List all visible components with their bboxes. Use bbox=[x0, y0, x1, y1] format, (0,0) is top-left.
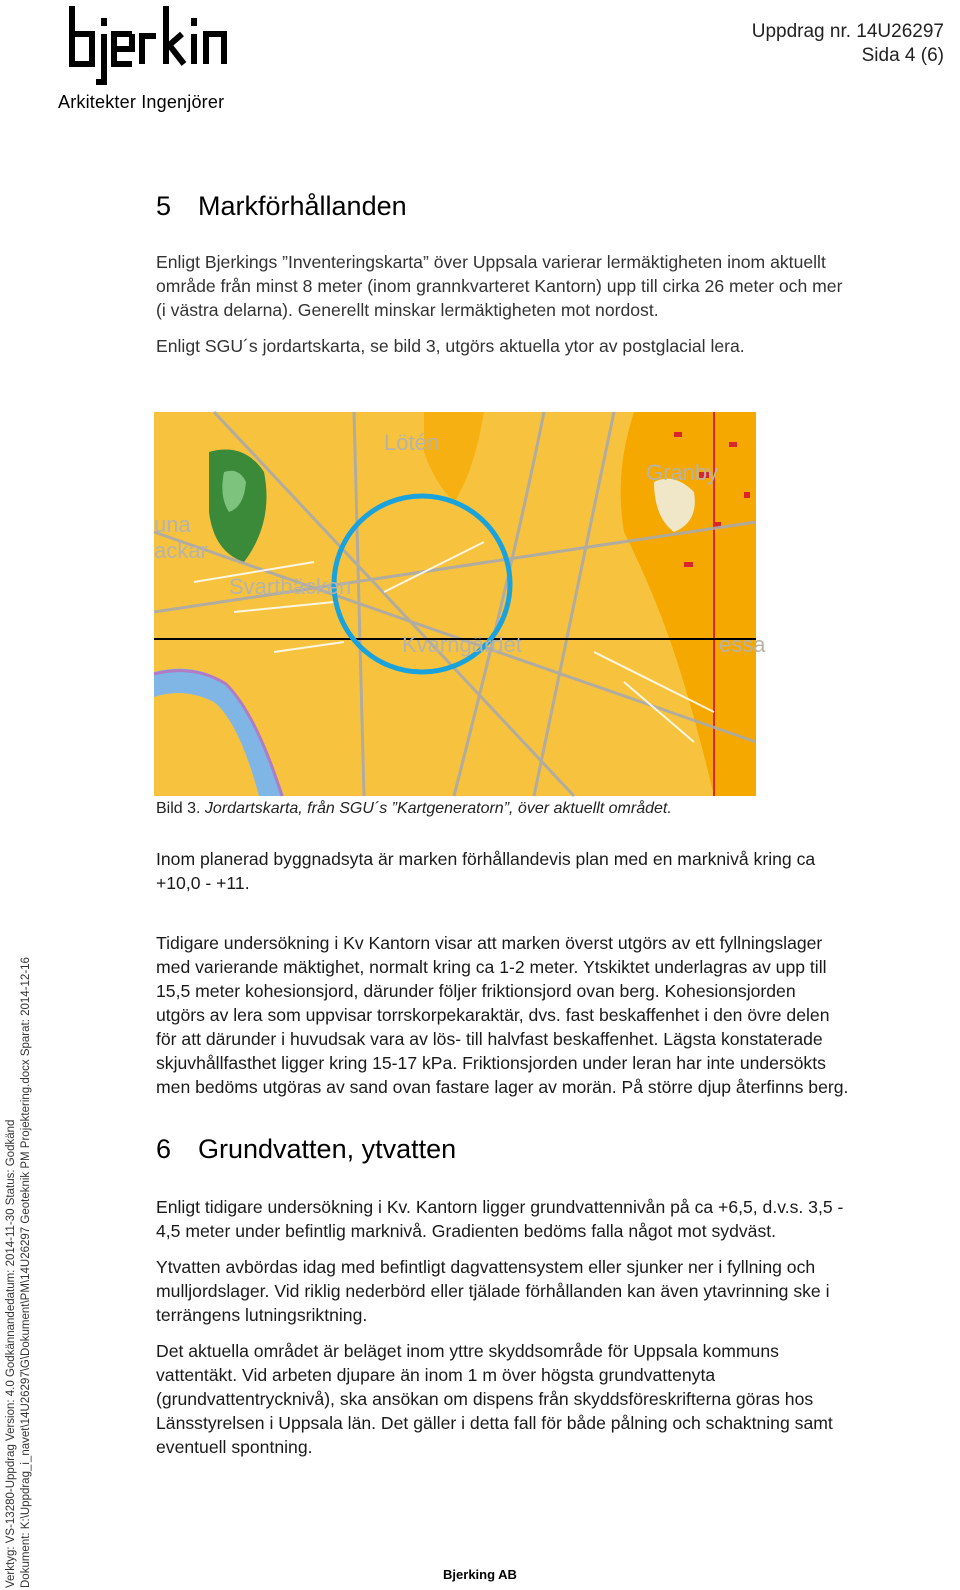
page-number: Sida 4 (6) bbox=[861, 45, 944, 66]
paragraph-sgu-map: Enligt SGU´s jordartskarta, se bild 3, utgörs aktuella ytor av postglacial lera. bbox=[156, 336, 745, 356]
figure-caption bbox=[156, 800, 672, 818]
caption-text: Jordartskarta, från SGU´s ”Kartgeneratorn”, över aktuellt området. bbox=[204, 800, 672, 817]
text-line: område från minst 8 meter (inom grannkvarteret Kantorn) upp till cirka 26 meter och mer bbox=[156, 276, 843, 296]
map-label: Granby bbox=[646, 460, 719, 485]
text-line: men bedöms utgöras av sand ovan fastare lager av morän. På större djup återfinns berg. bbox=[156, 1077, 849, 1097]
paragraph-protection-area bbox=[156, 1339, 946, 1459]
map-label: essa bbox=[719, 632, 766, 657]
paragraph-ground-level bbox=[156, 847, 946, 895]
text-line: Enligt tidigare undersökning i Kv. Kantorn ligger grundvattennivån på ca +6,5, d.v.s. 3,5 - bbox=[156, 1197, 844, 1217]
text-line: 15,5 meter kohesionsjord, därunder följer friktionsjord ovan berg. Kohesionsjorden bbox=[156, 981, 796, 1001]
assignment-number: Uppdrag nr. 14U26297 bbox=[751, 21, 944, 42]
map-label: Svartbäcken bbox=[229, 574, 352, 599]
map-label: una bbox=[154, 512, 191, 537]
footer-company: Bjerking AB bbox=[443, 1567, 517, 1582]
text-line: eventuell spontning. bbox=[156, 1437, 313, 1457]
text-line: 4,5 meter under befintlig marknivå. Gradienten bedöms falla något mot sydväst. bbox=[156, 1221, 777, 1241]
soil-map-image bbox=[154, 412, 766, 796]
text-line: terrängens lutningsriktning. bbox=[156, 1305, 368, 1325]
section-5-heading bbox=[156, 191, 407, 222]
section-number: 6 bbox=[156, 1134, 172, 1164]
map-label: ackar bbox=[154, 538, 208, 563]
section-title: Grundvatten, ytvatten bbox=[198, 1134, 457, 1164]
map-label: Lötén bbox=[384, 430, 440, 455]
text-line: Det aktuella området är beläget inom yttre skyddsområde för Uppsala kommuns bbox=[156, 1341, 779, 1361]
text-line: Inom planerad byggnadsyta är marken förhållandevis plan med en marknivå kring ca bbox=[156, 849, 816, 869]
text-line: Tidigare undersökning i Kv Kantorn visar att marken överst utgörs av ett fyllningslager bbox=[156, 933, 823, 953]
section-6-heading bbox=[156, 1134, 456, 1165]
paragraph-previous-investigation bbox=[156, 931, 946, 1099]
text-line: (grundvattentrycknivå), ska ansökan om dispens från skyddsföreskrifterna göras hos bbox=[156, 1389, 814, 1409]
text-line: mulljordslager. Vid riklig nederbörd eller tjälade förhållanden kan även ytavrinning ske i bbox=[156, 1281, 830, 1301]
logo-subtitle: Arkitekter Ingenjörer bbox=[58, 92, 225, 112]
text-line: Enligt Bjerkings ”Inventeringskarta” över Uppsala varierar lermäktigheten inom aktuellt bbox=[156, 252, 826, 272]
page-header-info bbox=[752, 20, 944, 68]
company-logo bbox=[58, 4, 248, 116]
paragraph-clay-thickness bbox=[156, 250, 946, 322]
text-line: utgörs av lera som uppvisar torrskorpekaraktär, dvs. fast beskaffenhet i den övre delen bbox=[156, 1005, 830, 1025]
text-line: Länsstyrelsen i Uppsala län. Det gäller i detta fall för både pålning och schaktning samt bbox=[156, 1413, 833, 1433]
metadata-line: Dokument: K:\Uppdrag_i_navet\14U26297\G\Dokument\PM\14U26297 Geoteknik PM Projektering.docx Sparat: 2014-12-16 bbox=[20, 957, 32, 1588]
paragraph-groundwater bbox=[156, 1195, 946, 1243]
text-line: skjuvhållfasthet ligger kring 15-17 kPa. Friktionsjorden under leran har inte undersökts bbox=[156, 1053, 826, 1073]
text-line: +10,0 - +11. bbox=[156, 873, 250, 893]
text-line: med varierande mäktighet, normalt kring ca 1-2 meter. Ytskiktet underlagras av upp till bbox=[156, 957, 827, 977]
text-line: för att därunder i huvudsak vara av lös- till halvfast beskaffenhet. Lägsta konstaterade bbox=[156, 1029, 823, 1049]
metadata-line: Verktyg: VS-13280-Uppdrag Version: 4.0 Godkännandedatum: 2014-11-30 Status: Godkänd bbox=[5, 1119, 17, 1588]
section-number: 5 bbox=[156, 191, 172, 221]
map-label: Kvarngärdet bbox=[402, 632, 522, 657]
caption-label: Bild 3. bbox=[156, 800, 201, 817]
text-line: Ytvatten avbördas idag med befintligt dagvattensystem eller sjunker ner i fyllning och bbox=[156, 1257, 816, 1277]
text-line: vattentäkt. Vid arbeten djupare än inom 1 m över högsta grundvattenyta bbox=[156, 1365, 716, 1385]
document-metadata-sidebar bbox=[4, 957, 34, 1588]
section-title: Markförhållanden bbox=[198, 191, 407, 221]
paragraph-surface-water bbox=[156, 1255, 946, 1327]
text-line: (i västra delarna). Generellt minskar lermäktigheten mot nordost. bbox=[156, 300, 659, 320]
logo-wordmark bbox=[66, 4, 230, 88]
